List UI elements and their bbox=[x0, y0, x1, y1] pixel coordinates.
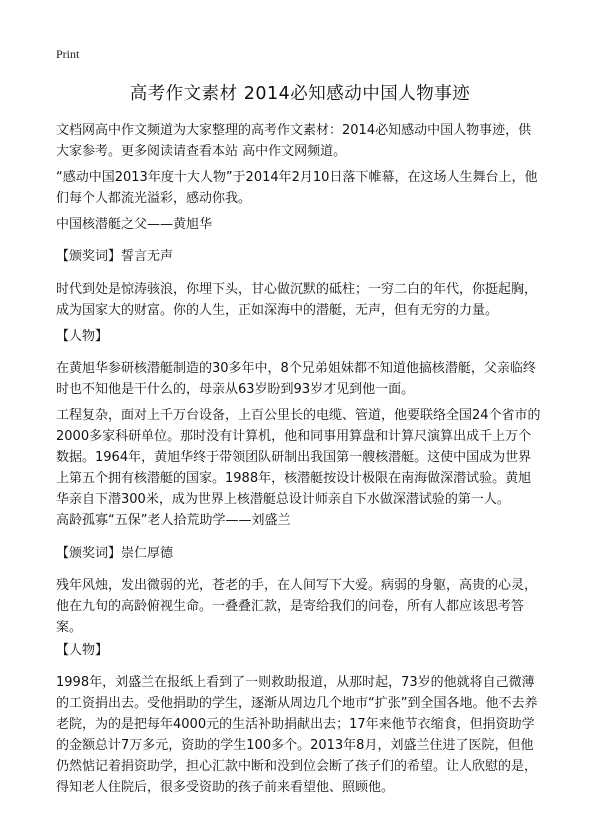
person2-profile-label: 【人物】 bbox=[56, 643, 109, 658]
person1-heading: 中国核潜艇之父——黄旭华 bbox=[56, 217, 213, 232]
person2-profile-p1: 1998年，刘盛兰在报纸上看到了一则救助报道，从那时起，73岁的他就将自己微薄的工资捐出去。受他捐助的学生，逐渐从周边几个地市“扩张”到全国各地。他不去养老院，为的是把每年4000元的生活补助捐献出去；17年来他节衣缩食，但捐资助学的金额总计7万多元，资助的学生100多个。2013年8月，刘盛兰住进了医院，但他仍然惦记着捐资助学，担心汇款中断和没到位会断了孩子们的希望。让人欣慰的是，得知老人住院后，很多受资助的孩子前来看望他、照顾他。 bbox=[56, 675, 538, 795]
intro-paragraph: 文档网高中作文频道为大家整理的高考作文素材：2014必知感动中国人物事迹，供大家参考。更多阅读请查看本站 高中作文网频道。 bbox=[56, 123, 532, 159]
print-link[interactable]: Print bbox=[56, 47, 80, 61]
person2-award-label: 【颁奖词】崇仁厚德 bbox=[56, 546, 174, 561]
person1-award-text: 时代到处是惊涛骇浪，你埋下头，甘心做沉默的砥柱；一穷二白的年代，你挺起胸，成为国家大的财富。你的人生，正如深海中的潜艇，无声，但有无穷的力量。 bbox=[56, 282, 538, 318]
person1-profile-label: 【人物】 bbox=[56, 329, 109, 344]
page-title: 高考作文素材 2014必知感动中国人物事迹 bbox=[129, 84, 471, 104]
person1-profile-p2: 工程复杂，面对上千万台设备，上百公里长的电缆、管道，他要联络全国24个省市的2000多家科研单位。那时没有计算机，他和同事用算盘和计算尺演算出成千上万个数据。1964年，黄旭华终于带领团队研制出我国第一艘核潜艇。这使中国成为世界上第五个拥有核潜艇的国家。1988年，核潜艇按设计极限在南海做深潜试验。黄旭华亲自下潜300米，成为世界上核潜艇总设计师亲自下水做深潜试验的第一人。 bbox=[56, 408, 541, 507]
person1-award-label: 【颁奖词】誓言无声 bbox=[56, 249, 174, 264]
lead-paragraph: “感动中国2013年度十大人物”于2014年2月10日落下帷幕，在这场人生舞台上，他们每个人都流光溢彩，感动你我。 bbox=[56, 170, 538, 206]
person2-award-text: 残年风烛，发出微弱的光，苍老的手，在人间写下大爱。病弱的身躯，高贵的心灵，他在九旬的高龄俯视生命。一叠叠汇款，是寄给我们的问卷，所有人都应该思考答案。 bbox=[56, 578, 538, 635]
person1-profile-p1: 在黄旭华参研核潜艇制造的30多年中，8个兄弟姐妹都不知道他搞核潜艇，父亲临终时也不知他是干什么的，母亲从63岁盼到93岁才见到他一面。 bbox=[56, 361, 536, 397]
person2-heading: 高龄孤寡“五保”老人拾荒助学——刘盛兰 bbox=[56, 513, 291, 528]
